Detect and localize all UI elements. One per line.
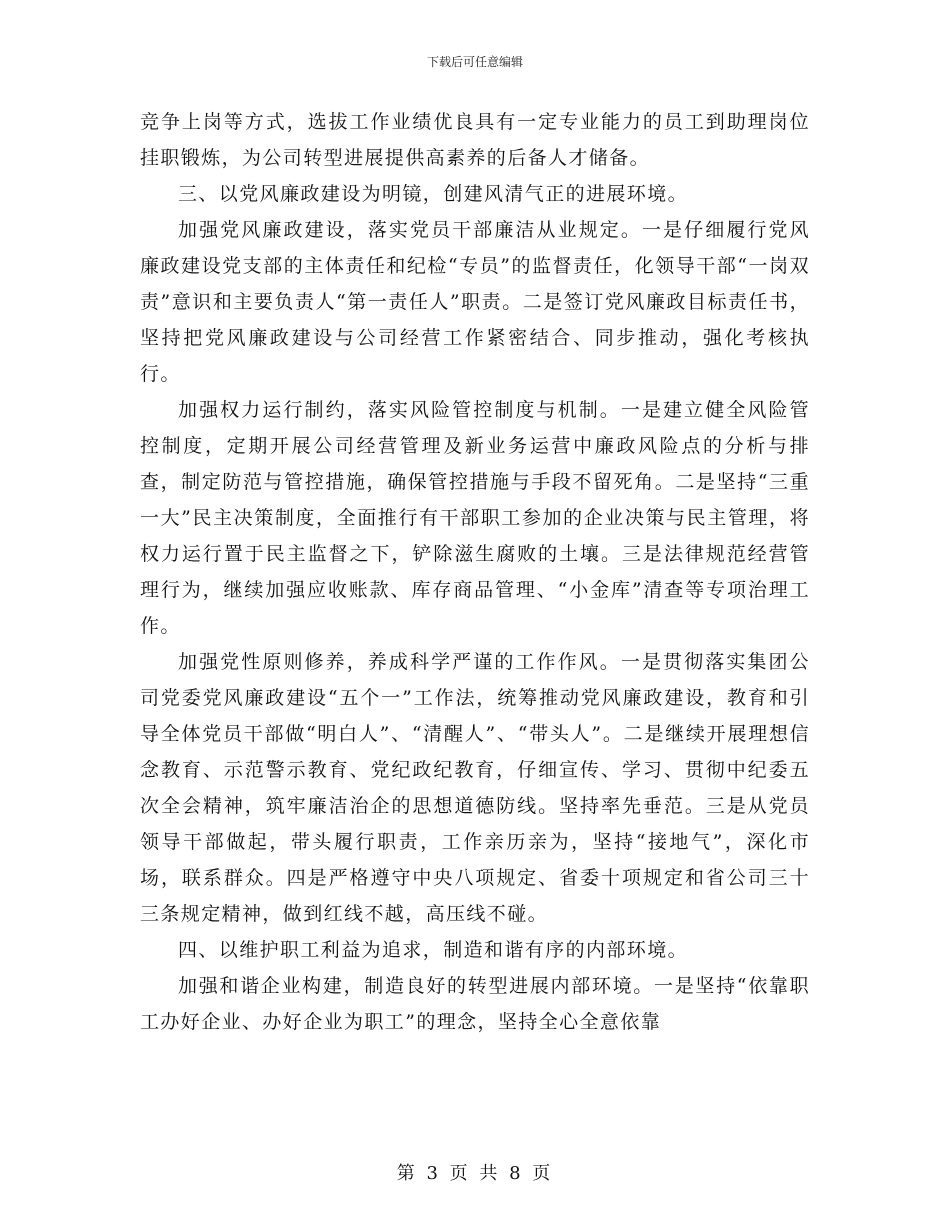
paragraph: 加强权力运行制约，落实风险管控制度与机制。一是建立健全风险管控制度，定期开展公司经营管理及新业务运营中廉政风险点的分析与排查，制定防范与管控措施，确保管控措施与手段不留死角。二是坚持“三重一大”民主决策制度，全面推行有干部职工参加的企业决策与民主管理，将权力运行置于民主监督之下，铲除滋生腐败的土壤。三是法律规范经营管理行为，继续加强应收账款、库存商品管理、“小金库”清查等专项治理工作。 xyxy=(140,399,810,637)
paragraph: 加强和谐企业构建，制造良好的转型进展内部环境。一是坚持“依靠职工办好企业、办好企业为职工”的理念，坚持全心全意依靠 xyxy=(140,975,810,1033)
document-body xyxy=(140,104,810,1040)
paragraph: 加强党性原则修养，养成科学严谨的工作作风。一是贯彻落实集团公司党委党风廉政建设“五个一”工作法，统筹推动党风廉政建设，教育和引导全体党员干部做“明白人”、“清醒人”、“带头人”。二是继续开展理想信念教育、示范警示教育、党纪政纪教育，仔细宣传、学习、贯彻中纪委五次全会精神，筑牢廉洁治企的思想道德防线。坚持率先垂范。三是从党员领导干部做起，带头履行职责，工作亲历亲为，坚持“接地气”，深化市场，联系群众。四是严格遵守中央八项规定、省委十项规定和省公司三十三条规定精神，做到红线不越，高压线不碰。 xyxy=(140,651,810,925)
paragraph: 加强党风廉政建设，落实党员干部廉洁从业规定。一是仔细履行党风廉政建设党支部的主体责任和纪检“专员”的监督责任，化领导干部“一岗双责”意识和主要负责人“第一责任人”职责。二是签订党风廉政目标责任书，坚持把党风廉政建设与公司经营工作紧密结合、同步推动，强化考核执行。 xyxy=(140,219,810,385)
section-heading-4: 四、以维护职工利益为追求，制造和谐有序的内部环境。 xyxy=(178,939,689,961)
page-footer: 第 3 页 共 8 页 xyxy=(396,1163,554,1184)
page-header: 下载后可任意编辑 xyxy=(426,55,523,69)
paragraph-continuation: 竞争上岗等方式，选拔工作业绩优良具有一定专业能力的员工到助理岗位挂职锻炼，为公司转型进展提供高素养的后备人才储备。 xyxy=(140,111,810,169)
section-heading-3: 三、以党风廉政建设为明镜，创建风清气正的进展环境。 xyxy=(178,183,689,205)
